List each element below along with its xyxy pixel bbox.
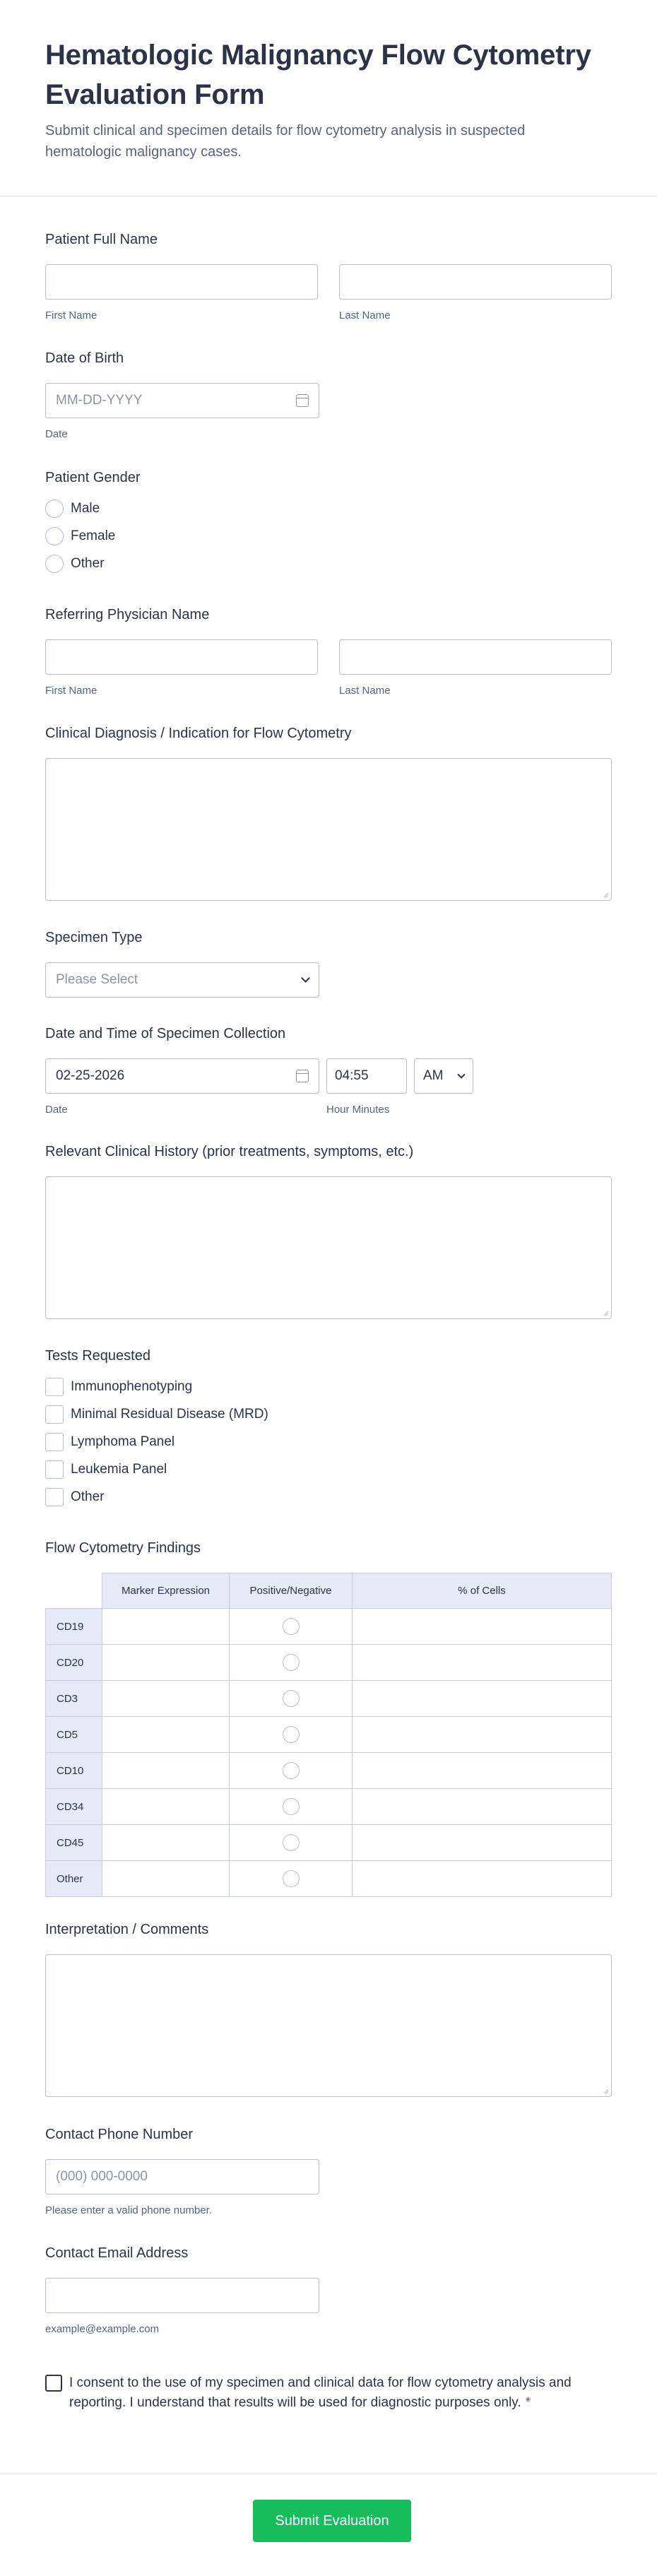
findings-matrix — [45, 1573, 612, 1897]
checkbox[interactable] — [45, 1378, 64, 1396]
calendar-icon[interactable] — [296, 1070, 309, 1082]
marker-expression-cell[interactable] — [102, 1753, 230, 1789]
matrix-column-header: % of Cells — [353, 1573, 612, 1609]
physician-first-name-input[interactable] — [45, 639, 318, 675]
checkbox[interactable] — [45, 1433, 64, 1451]
matrix-row — [46, 1861, 612, 1897]
findings-label: Flow Cytometry Findings — [45, 1540, 201, 1556]
test-option-lymphoma-panel[interactable] — [45, 1428, 612, 1455]
gender-option-other[interactable] — [45, 550, 612, 577]
positive-negative-cell — [230, 1717, 353, 1753]
patient-last-name-sublabel: Last Name — [339, 309, 391, 321]
gender-option-female[interactable] — [45, 522, 612, 550]
matrix-row-header: CD5 — [46, 1717, 102, 1753]
phone-input[interactable] — [45, 2159, 319, 2194]
collection-datetime-label: Date and Time of Specimen Collection — [45, 1026, 286, 1041]
matrix-row — [46, 1753, 612, 1789]
form-header — [0, 0, 657, 196]
matrix-row — [46, 1825, 612, 1861]
dob-label: Date of Birth — [45, 350, 124, 366]
email-label: Contact Email Address — [45, 2245, 189, 2261]
matrix-row — [46, 1609, 612, 1645]
email-sublabel: example@example.com — [45, 2323, 160, 2335]
test-option-label: Immunophenotyping — [71, 1378, 193, 1394]
gender-option-label: Female — [71, 528, 116, 543]
consent-checkbox[interactable] — [45, 2375, 62, 2392]
radio-button[interactable] — [283, 1798, 300, 1815]
marker-expression-cell[interactable] — [102, 1609, 230, 1645]
physician-first-name-sublabel: First Name — [45, 685, 97, 697]
form-title: Hematologic Malignancy Flow Cytometry Evaluation Form — [45, 40, 591, 110]
matrix-row-header: CD45 — [46, 1825, 102, 1861]
matrix-column-header: Positive/Negative — [230, 1573, 353, 1609]
test-option-label: Other — [71, 1489, 105, 1504]
physician-name-field — [45, 605, 612, 697]
consent-text — [69, 2373, 592, 2413]
test-option-mrd[interactable] — [45, 1400, 612, 1428]
matrix-row-header: Other — [46, 1861, 102, 1897]
test-option-label: Minimal Residual Disease (MRD) — [71, 1406, 268, 1422]
percent-cells-cell[interactable] — [353, 1681, 612, 1717]
footer-divider — [0, 2473, 657, 2474]
matrix-row-header: CD19 — [46, 1609, 102, 1645]
marker-expression-cell[interactable] — [102, 1861, 230, 1897]
marker-expression-cell[interactable] — [102, 1825, 230, 1861]
required-asterisk: * — [525, 2395, 531, 2410]
phone-label: Contact Phone Number — [45, 2127, 194, 2142]
dob-sublabel: Date — [45, 428, 68, 440]
gender-label: Patient Gender — [45, 470, 141, 485]
positive-negative-cell — [230, 1825, 353, 1861]
radio-button[interactable] — [283, 1690, 300, 1707]
marker-expression-cell[interactable] — [102, 1645, 230, 1681]
collection-date-value: 02-25-2026 — [56, 1068, 125, 1083]
interpretation-field — [45, 1920, 612, 2097]
patient-name-field — [45, 230, 612, 321]
patient-last-name-input[interactable] — [339, 264, 612, 300]
resize-handle-icon[interactable] — [602, 2087, 609, 2094]
diagnosis-textarea[interactable] — [45, 758, 612, 901]
matrix-row-header: CD10 — [46, 1753, 102, 1789]
form-subtitle: Submit clinical and specimen details for flow cytometry analysis in suspected hematologic malignancy cases. — [45, 123, 526, 160]
collection-datetime-field — [45, 1024, 612, 1116]
positive-negative-cell — [230, 1609, 353, 1645]
percent-cells-cell[interactable] — [353, 1717, 612, 1753]
matrix-row-header: CD3 — [46, 1681, 102, 1717]
collection-date-sublabel: Date — [45, 1104, 68, 1116]
email-field — [45, 2244, 612, 2335]
specimen-type-field — [45, 928, 612, 998]
phone-placeholder: (000) 000-0000 — [56, 2169, 148, 2184]
diagnosis-field — [45, 724, 612, 901]
test-option-other[interactable] — [45, 1483, 612, 1511]
positive-negative-cell — [230, 1753, 353, 1789]
percent-cells-cell[interactable] — [353, 1861, 612, 1897]
test-option-label: Leukemia Panel — [71, 1461, 167, 1477]
radio-button[interactable] — [283, 1762, 300, 1779]
matrix-row-header: CD34 — [46, 1789, 102, 1825]
radio-button[interactable] — [283, 1618, 300, 1635]
interpretation-textarea[interactable] — [45, 1954, 612, 2097]
matrix-corner — [46, 1573, 102, 1609]
checkbox[interactable] — [45, 1460, 64, 1479]
radio-button[interactable] — [283, 1726, 300, 1743]
specimen-type-label: Specimen Type — [45, 930, 143, 945]
submit-button[interactable]: Submit Evaluation — [253, 2500, 411, 2542]
consent-label: I consent to the use of my specimen and clinical data for flow cytometry analysis and reporting. I understand that results will be used for diagnostic purposes only. — [69, 2375, 572, 2410]
findings-field — [45, 1539, 612, 1897]
radio-button[interactable] — [45, 555, 64, 573]
physician-name-label: Referring Physician Name — [45, 607, 210, 622]
collection-date-input[interactable] — [45, 1058, 319, 1094]
percent-cells-cell[interactable] — [353, 1609, 612, 1645]
resize-handle-icon[interactable] — [602, 891, 609, 898]
tests-requested-field — [45, 1347, 612, 1511]
collection-time-input[interactable] — [326, 1058, 407, 1094]
specimen-type-select[interactable] — [45, 962, 319, 998]
positive-negative-cell — [230, 1645, 353, 1681]
checkbox[interactable] — [45, 1405, 64, 1424]
radio-button[interactable] — [45, 527, 64, 545]
marker-expression-cell[interactable] — [102, 1681, 230, 1717]
phone-field — [45, 2125, 612, 2216]
ampm-select[interactable] — [414, 1058, 473, 1094]
matrix-column-header: Marker Expression — [102, 1573, 230, 1609]
patient-name-label: Patient Full Name — [45, 232, 158, 247]
patient-first-name-input[interactable] — [45, 264, 318, 300]
specimen-type-placeholder: Please Select — [56, 972, 138, 987]
clinical-history-field — [45, 1142, 612, 1319]
marker-expression-cell[interactable] — [102, 1789, 230, 1825]
chevron-down-icon — [457, 1070, 465, 1078]
radio-button[interactable] — [283, 1870, 300, 1887]
collection-time-value: 04:55 — [335, 1068, 369, 1083]
consent-field — [45, 2373, 612, 2413]
dob-field — [45, 349, 612, 440]
diagnosis-label: Clinical Diagnosis / Indication for Flow Cytometry — [45, 726, 352, 741]
matrix-row-header: CD20 — [46, 1645, 102, 1681]
interpretation-label: Interpretation / Comments — [45, 1922, 209, 1937]
checkbox[interactable] — [45, 1488, 64, 1506]
phone-sublabel: Please enter a valid phone number. — [45, 2204, 212, 2216]
positive-negative-cell — [230, 1861, 353, 1897]
percent-cells-cell[interactable] — [353, 1753, 612, 1789]
gender-option-label: Other — [71, 555, 105, 571]
positive-negative-cell — [230, 1789, 353, 1825]
percent-cells-cell[interactable] — [353, 1825, 612, 1861]
clinical-history-textarea[interactable] — [45, 1176, 612, 1319]
test-option-label: Lymphoma Panel — [71, 1434, 175, 1449]
physician-last-name-sublabel: Last Name — [339, 685, 391, 697]
radio-button[interactable] — [283, 1654, 300, 1671]
email-input[interactable] — [45, 2278, 319, 2313]
matrix-row — [46, 1681, 612, 1717]
clinical-history-label: Relevant Clinical History (prior treatments, symptoms, etc.) — [45, 1144, 414, 1159]
percent-cells-cell[interactable] — [353, 1645, 612, 1681]
positive-negative-cell — [230, 1681, 353, 1717]
ampm-value: AM — [423, 1068, 444, 1083]
percent-cells-cell[interactable] — [353, 1789, 612, 1825]
dob-input[interactable] — [45, 383, 319, 418]
tests-requested-label: Tests Requested — [45, 1348, 150, 1364]
test-option-immunophenotyping[interactable] — [45, 1373, 612, 1400]
gender-option-label: Male — [71, 500, 100, 516]
patient-first-name-sublabel: First Name — [45, 309, 97, 321]
calendar-icon[interactable] — [296, 394, 309, 407]
chevron-down-icon — [301, 974, 310, 983]
physician-last-name-input[interactable] — [339, 639, 612, 675]
matrix-row — [46, 1789, 612, 1825]
gender-option-male[interactable] — [45, 495, 612, 522]
marker-expression-cell[interactable] — [102, 1717, 230, 1753]
radio-button[interactable] — [283, 1834, 300, 1851]
matrix-row — [46, 1645, 612, 1681]
test-option-leukemia-panel[interactable] — [45, 1455, 612, 1483]
resize-handle-icon[interactable] — [602, 1309, 609, 1316]
matrix-row — [46, 1717, 612, 1753]
collection-time-sublabel: Hour Minutes — [326, 1104, 390, 1116]
gender-field — [45, 468, 612, 577]
dob-placeholder: MM-DD-YYYY — [56, 393, 143, 408]
radio-button[interactable] — [45, 500, 64, 518]
